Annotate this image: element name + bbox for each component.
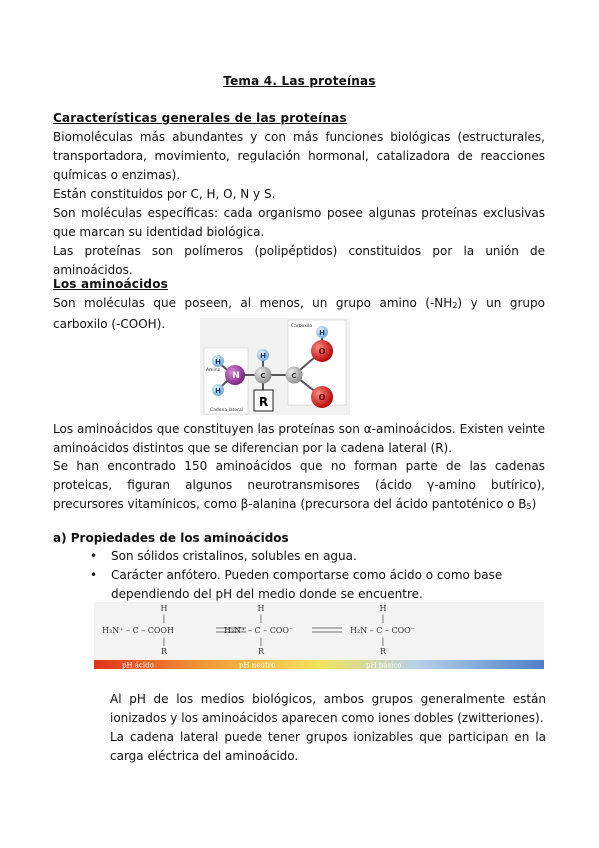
amino-acid-structure-figure	[200, 318, 350, 415]
ph-basico-label: pH básico	[366, 661, 402, 670]
list-item: • Carácter anfótero. Pueden comportarse como ácido o como base dependiendo del pH del medio donde se encuentre.	[90, 566, 546, 604]
atom-label-n: N	[232, 371, 240, 381]
label-cadena-lateral: Cadena lateral	[210, 408, 243, 413]
intro-subscript: 2	[452, 301, 458, 310]
form3-h-bond: |	[381, 614, 385, 623]
form1-r-bond: |	[162, 637, 166, 646]
ph-acido-label: pH ácido	[122, 661, 154, 670]
properties-list	[90, 547, 546, 604]
paragraph-zwitteriones: Al pH de los medios biológicos, ambos grupos generalmente están ionizados y los aminoácidos aparecen como iones dobles (zwitteriones).	[110, 692, 546, 725]
atom-label-c2: C	[291, 372, 297, 380]
atom-label-o2: O	[318, 393, 326, 402]
form1-formula: H₃N⁺ – C – COOH	[102, 626, 174, 635]
atom-label-h3: H	[260, 352, 266, 360]
para2-text-end: )	[531, 497, 537, 511]
form1-h-bond: |	[162, 614, 166, 623]
form3-r-label: R	[379, 647, 387, 656]
paragraph-150-aminoacidos	[53, 457, 545, 516]
form2-h-bond: |	[259, 614, 263, 623]
para2-subscript: 5	[526, 502, 532, 511]
form2-formula: H₃N⁺ – C – COO⁻	[224, 626, 294, 635]
ph-neutro-label: pH neutro	[239, 661, 276, 670]
form2-r-label: R	[257, 647, 265, 656]
section-heading-aminoacidos: Los aminoácidos	[53, 277, 169, 291]
ph-gradient-bar	[94, 660, 544, 669]
ph-equilibrium-figure	[94, 602, 544, 678]
atom-label-c1: C	[260, 372, 266, 380]
paragraph-especificas: Son moléculas específicas: cada organismo posee algunas proteínas exclusivas que marcan su identidad biológica.	[53, 206, 545, 239]
atom-label-r: R	[258, 395, 269, 409]
intro-text: Son moléculas que poseen, al menos, un grupo amino (-NH	[53, 296, 453, 310]
paragraph-biomoleculas: Biomoléculas más abundantes y con más funciones biológicas (estructurales, transportadora, movimiento, regulación hormonal, catalizadora de reacciones químicas o enzimas).	[53, 130, 545, 182]
atom-label-h4: H	[319, 329, 325, 337]
form2-r-bond: |	[259, 637, 263, 646]
form3-r-bond: |	[381, 637, 385, 646]
paragraph-alfa-aminoacidos: Los aminoácidos que constituyen las proteínas son α-aminoácidos. Existen veinte aminoácidos distintos que se diferencian por la cadena lateral (R).	[53, 422, 545, 455]
section-heading-general: Características generales de las proteínas	[53, 111, 347, 125]
label-amino: Amino	[206, 368, 221, 373]
paragraph-cadena-lateral: La cadena lateral puede tener grupos ionizables que participan en la carga eléctrica del aminoácido.	[110, 730, 546, 763]
list-item: • Son sólidos cristalinos, solubles en agua.	[90, 547, 546, 566]
atom-label-h2: H	[215, 387, 221, 395]
atom-label-h1: H	[215, 358, 221, 366]
label-carboxilo: Carboxilo	[291, 324, 313, 329]
form2-h-label: H	[257, 604, 265, 613]
form1-r-label: R	[160, 647, 168, 656]
atom-label-o1: O	[318, 347, 326, 356]
form3-h-label: H	[379, 604, 387, 613]
para2-text: Se han encontrado 150 aminoácidos que no forman parte de las cadenas proteicas, figuran algunos neurotransmisores (ácido γ-amino butírico), precursores vitamínicos, como β-alanina (precursora del ácido pantoténico o B	[53, 459, 545, 511]
page-title: Tema 4. Las proteínas	[223, 74, 376, 88]
paragraph-polimeros: Las proteínas son polímeros (polipéptidos) constituidos por la unión de aminoácidos.	[53, 244, 545, 277]
section-heading-propiedades: a) Propiedades de los aminoácidos	[53, 531, 289, 545]
intro-text-end: ) y un grupo carboxilo (-COOH).	[53, 296, 545, 331]
form3-formula: H₂N – C – COO⁻	[350, 626, 415, 635]
paragraph-elementos: Están constituidos por C, H, O, N y S.	[53, 187, 276, 201]
form1-h-label: H	[160, 604, 168, 613]
